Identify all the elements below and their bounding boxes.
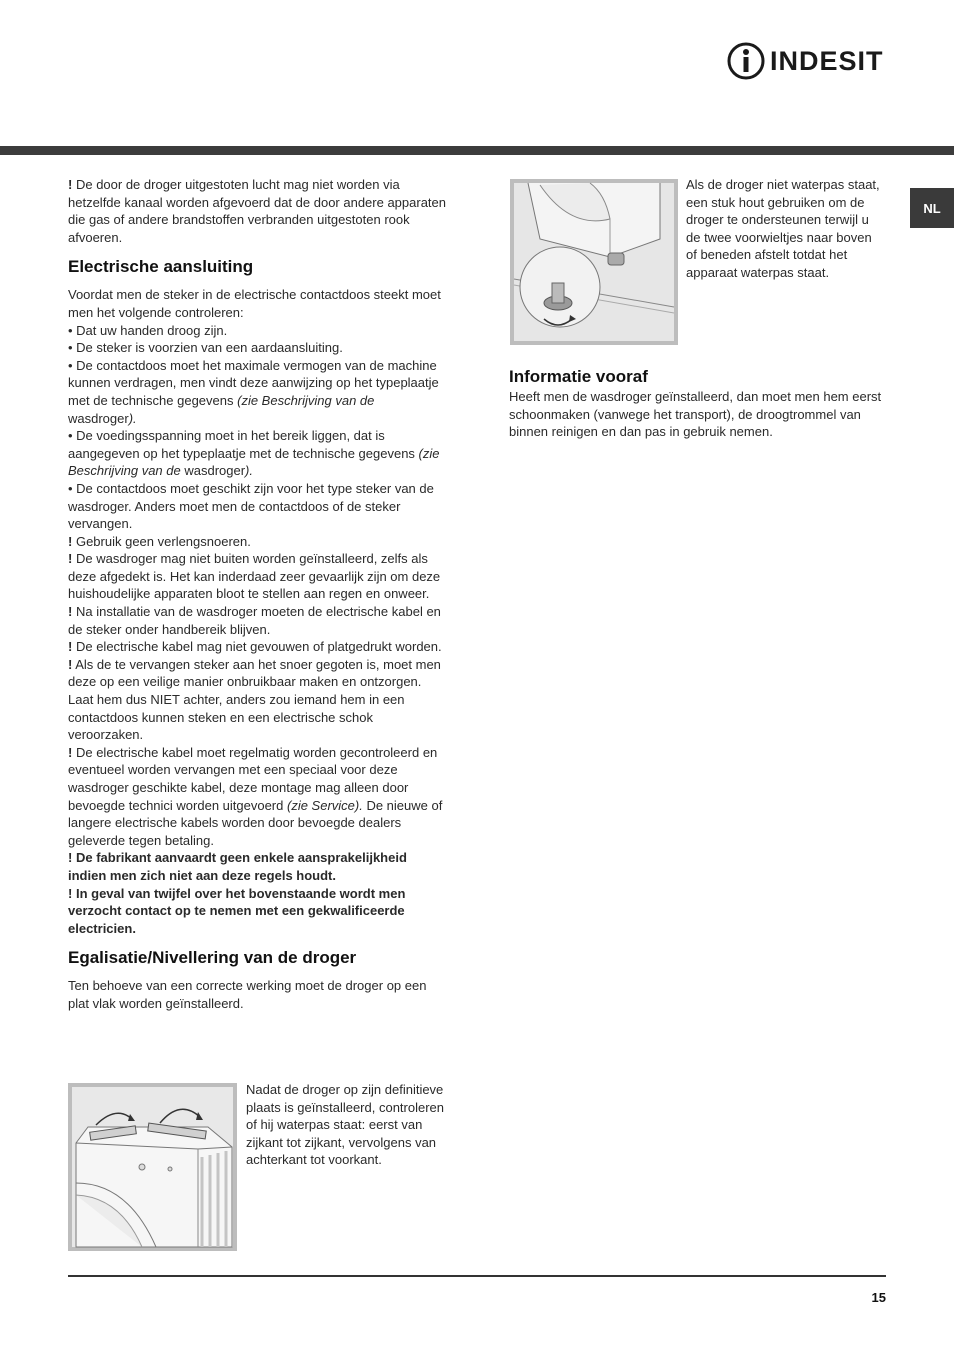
- figure-spirit-level: [68, 1083, 237, 1251]
- heading-info: Informatie vooraf: [509, 367, 648, 386]
- warning-item: ! Als de te vervangen steker aan het snoer gegoten is, moet men deze op een veilige manier onbruikbaar maken en ontzorgen. Laat hem dus NIET achter, anders zou iemand hem in een contactdoos kunnen steken en een electrische schok veroorzaken.: [68, 656, 441, 743]
- bullet-item: • Dat uw handen droog zijn.: [68, 322, 228, 338]
- check-intro: Voordat men de steker in de electrische contactdoos steekt moet men het volgende controleren:: [68, 287, 441, 320]
- page-number: 15: [871, 1290, 886, 1305]
- warning-item-bold: ! De fabrikant aanvaardt geen enkele aansprakelijkheid indien men zich niet aan deze regels houdt.: [68, 850, 407, 883]
- info-paragraph: Heeft men de wasdroger geïnstalleerd, dan moet men hem eerst schoonmaken (vanwege het transport), de droogtrommel van binnen reinigen en dan pas in gebruik nemen.: [509, 389, 882, 440]
- figure-caption-feet: Als de droger niet waterpas staat, een stuk hout gebruiken om de droger te ondersteunen terwijl u de twee voorwieltjes naar boven of beneden afstelt totdat het apparaat waterpas staat.: [686, 177, 880, 280]
- footer-line: [68, 1275, 886, 1277]
- warning-item: ! De electrische kabel moet regelmatig worden gecontroleerd en eventueel worden vervangen met een speciaal voor deze wasdroger geschikte kabel, deze montage mag alleen door bevoegde technici worden uitgevoerd (zie Service). De nieuwe of langere electrische kabels worden door bevoegde dealers geleverde tegen betaling.: [68, 744, 443, 848]
- figure-leveling-feet: [510, 179, 678, 345]
- warning-item: ! De electrische kabel mag niet gevouwen of platgedrukt worden.: [68, 639, 442, 655]
- warning-item: ! De wasdroger mag niet buiten worden geïnstalleerd, zelfs als deze afgedekt is. Het kan inderdaad zeer gevaarlijk zijn om deze huishoudelijke apparaten bloot te stellen aan regen en onweer.: [68, 551, 441, 602]
- bullet-item: • De contactdoos moet geschikt zijn voor het type steker van de wasdroger. Anders moet men de contactdoos of de steker vervangen.: [68, 480, 434, 532]
- indesit-logo-icon: [726, 40, 768, 82]
- intro-paragraph: ! De door de droger uitgestoten lucht mag niet worden via hetzelfde kanaal worden afgevoerd dat de door andere apparaten die gas of andere brandstoffen verbranden uitgestoten rook afvoeren.: [68, 177, 447, 245]
- right-column: [509, 366, 887, 441]
- bullet-item: • De contactdoos moet het maximale vermogen van de machine kunnen verdragen, men vindt deze aanwijzing op het typeplaatje met de technische gegevens (zie Beschrijving van de wasdroger).: [68, 357, 439, 426]
- bullet-item: • De voedingsspanning moet in het bereik liggen, dat is aangegeven op het typeplaatje met de technische gegevens (zie Beschrijving van de wasdroger).: [68, 428, 440, 479]
- warning-item-bold: ! In geval van twijfel over het bovenstaande wordt men verzocht contact op te nemen met een gekwalificeerde electricien.: [68, 885, 406, 936]
- header-bar: [0, 146, 954, 155]
- language-tab: NL: [910, 188, 954, 228]
- heading-electric: Electrische aansluiting: [68, 257, 254, 277]
- figure-caption-level: Nadat de droger op zijn definitieve plaats is geïnstalleerd, controleren of hij waterpas staat: eerst van zijkant tot zijkant, vervolgens van achterkant tot voorkant.: [246, 1082, 445, 1168]
- warning-item: ! Na installatie van de wasdroger moeten de electrische kabel en de steker onder handbereik blijven.: [68, 604, 441, 637]
- warning-item: ! Gebruik geen verlengsnoeren.: [68, 533, 251, 549]
- left-column: [68, 176, 446, 1013]
- brand-name: INDESIT: [770, 46, 884, 76]
- heading-leveling: Egalisatie/Nivellering van de droger: [68, 948, 357, 968]
- leveling-paragraph: Ten behoeve van een correcte werking moet de droger op een plat vlak worden geïnstalleerd.: [68, 978, 427, 1011]
- bullet-item: • De steker is voorzien van een aardaansluiting.: [68, 340, 343, 356]
- indesit-logo: [726, 40, 888, 82]
